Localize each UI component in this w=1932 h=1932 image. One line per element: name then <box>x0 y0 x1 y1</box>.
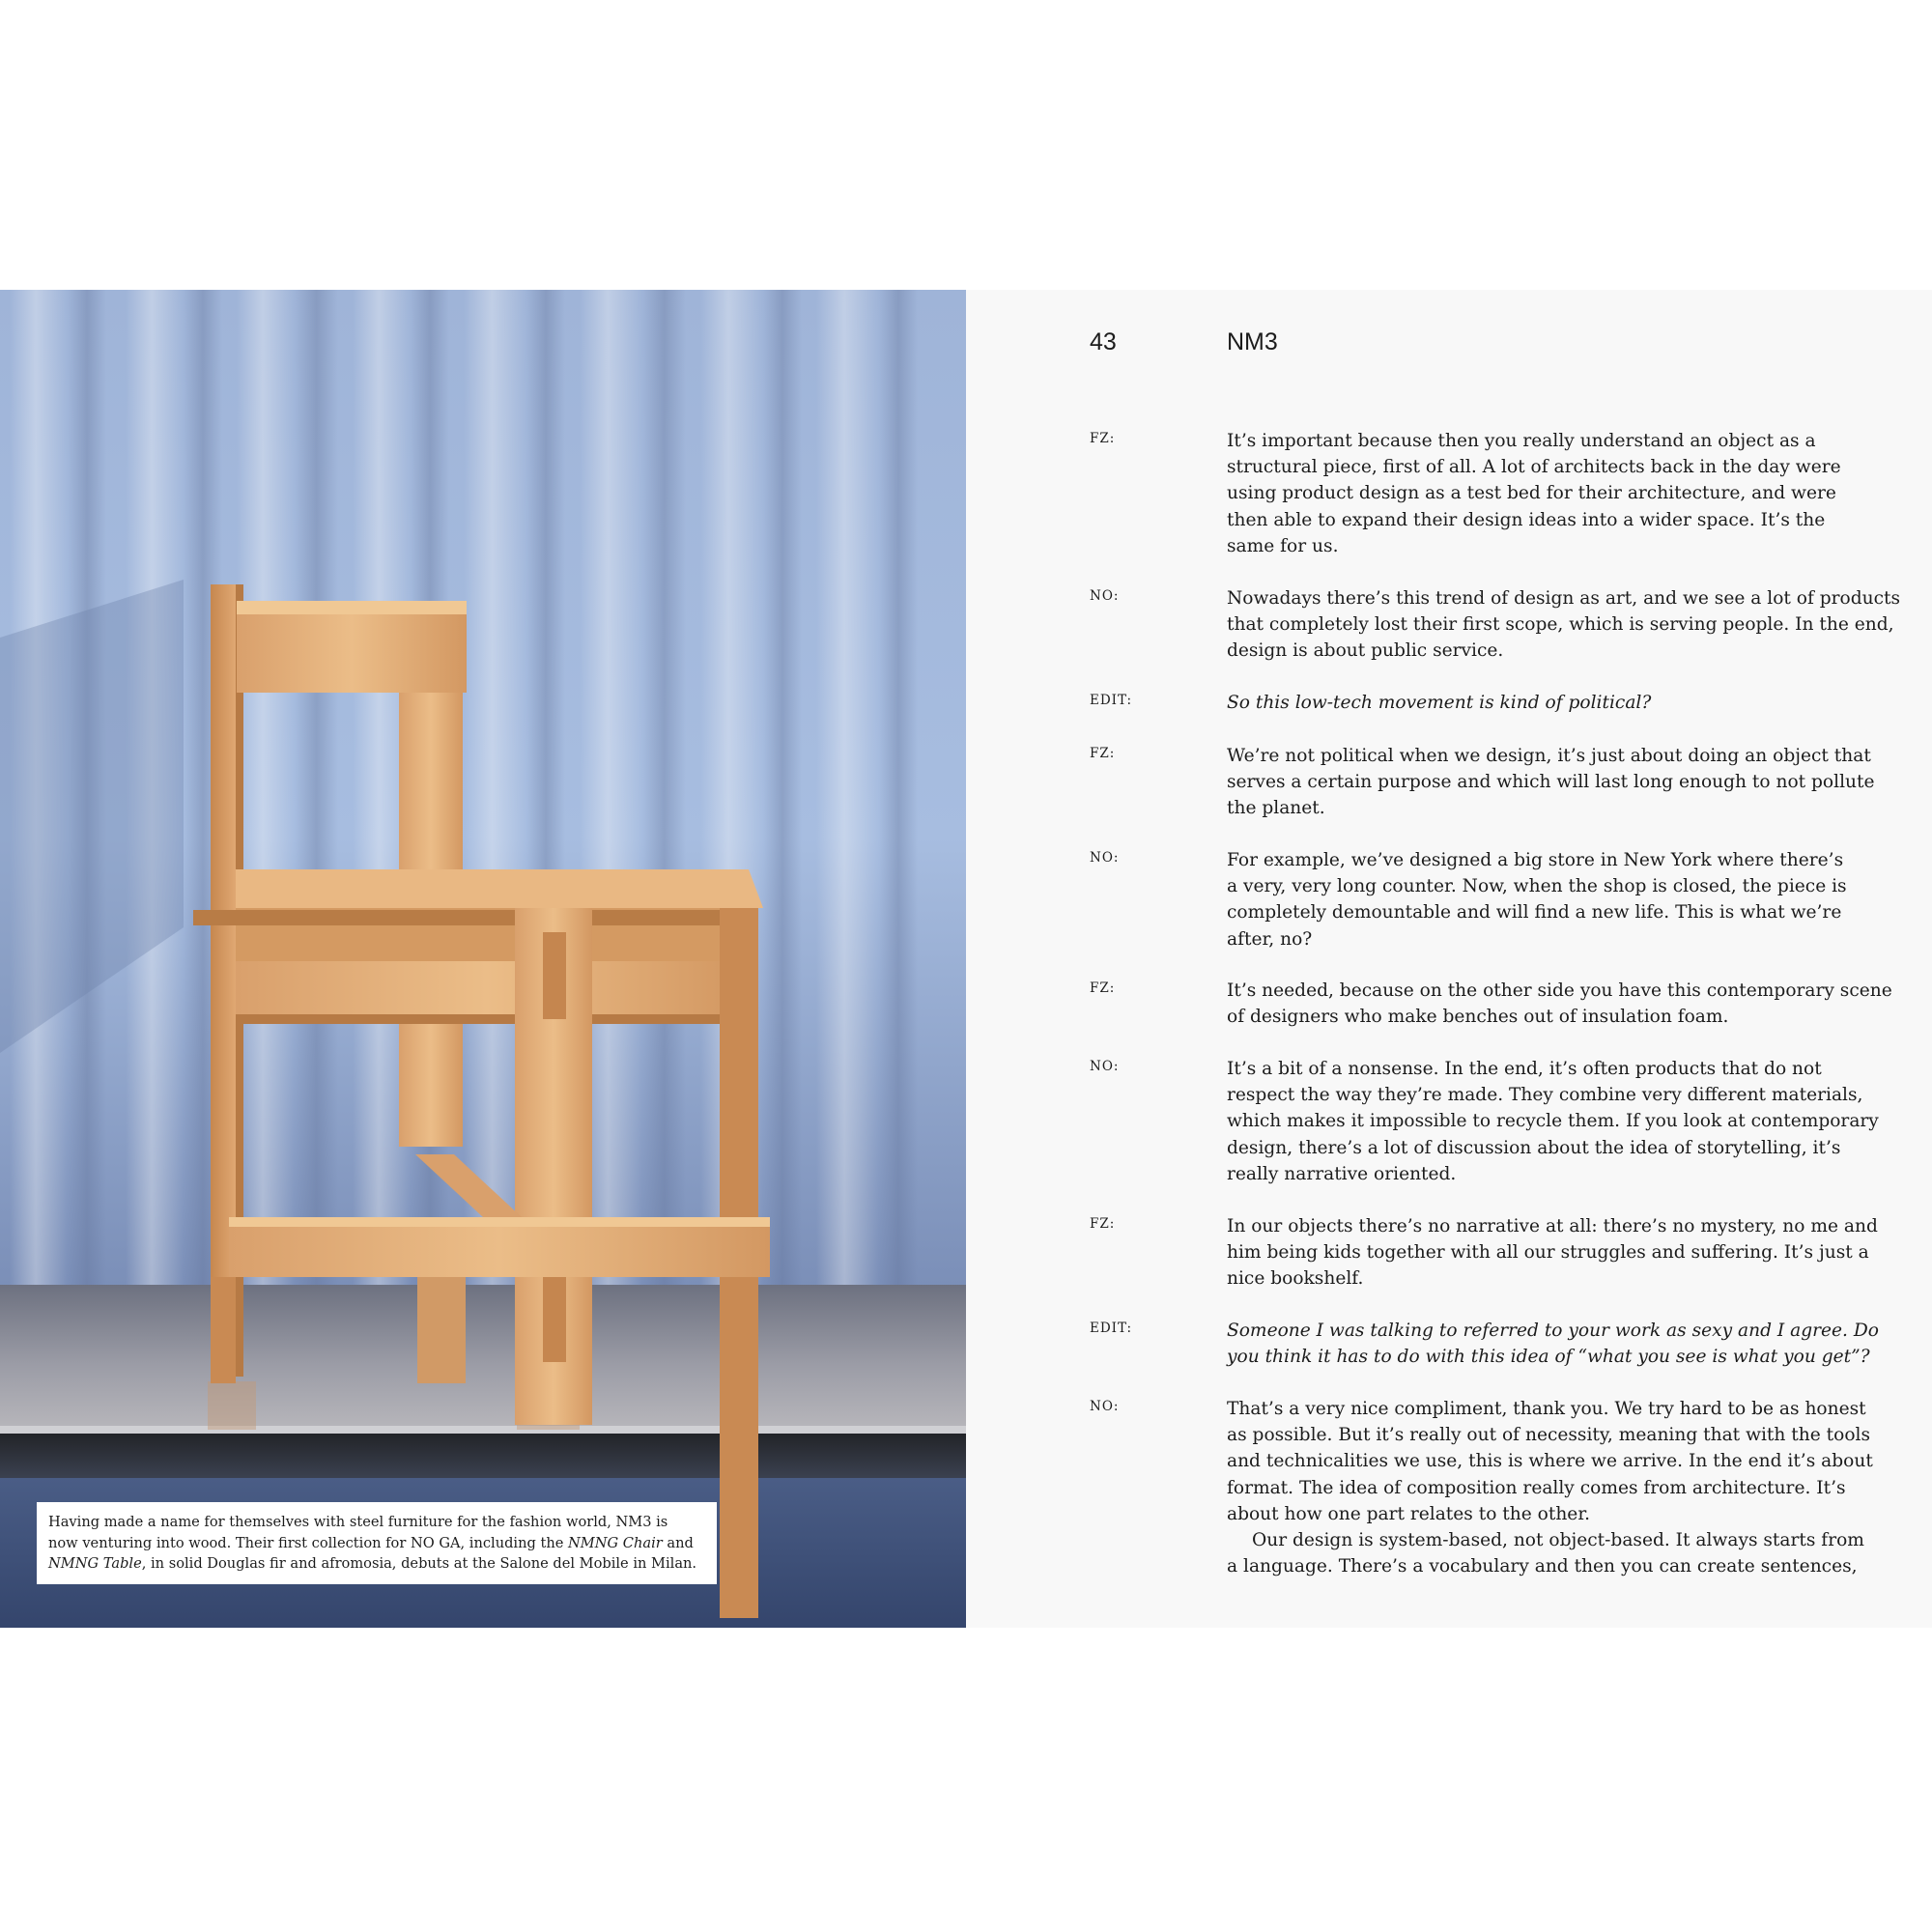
photo-page <box>0 290 966 1628</box>
caption-table-title: NMNG Table <box>48 1555 142 1572</box>
speech-line: It’s important because then you really understand an object as a <box>1227 431 1816 451</box>
speech-line: you think it has to do with this idea of “what you see is what you get”? <box>1227 1347 1870 1368</box>
speech-line: That’s a very nice compliment, thank you. We try hard to be as honest <box>1227 1399 1866 1419</box>
speech-line: Nowadays there’s this trend of design as art, and we see a lot of products <box>1227 588 1901 609</box>
speech-text <box>1227 585 1903 665</box>
speaker-label: FZ: <box>1090 980 1116 996</box>
speaker-label: NO: <box>1090 1059 1120 1074</box>
magazine-spread <box>0 290 1932 1628</box>
speech-line: format. The idea of composition really comes from architecture. It’s <box>1227 1477 1846 1498</box>
caption-line-2-end: and <box>662 1534 694 1551</box>
speech-line: as possible. But it’s really out of necessity, meaning that with the tools <box>1227 1425 1870 1446</box>
speaker-label: FZ: <box>1090 431 1116 446</box>
speaker-label: FZ: <box>1090 746 1116 761</box>
section-title: NM3 <box>1227 328 1278 355</box>
speech-line: respect the way they’re made. They combine very different materials, <box>1227 1085 1863 1106</box>
speech-line: completely demountable and will find a new life. This is what we’re <box>1227 902 1842 923</box>
caption-line-3: , in solid Douglas fir and afromosia, debuts at the Salone del Mobile in Milan. <box>141 1555 697 1572</box>
speech-text <box>1227 1318 1903 1370</box>
speech-line: Someone I was talking to referred to your work as sexy and I agree. Do <box>1227 1321 1879 1341</box>
speaker-label: EDIT: <box>1090 1321 1133 1336</box>
speech-line: really narrative oriented. <box>1227 1163 1457 1184</box>
speaker-label: FZ: <box>1090 1216 1116 1232</box>
caption-chair-title: NMNG Chair <box>568 1534 663 1551</box>
speech-text <box>1227 1396 1903 1579</box>
speech-line: then able to expand their design ideas into a wider space. It’s the <box>1227 509 1826 530</box>
speech-text <box>1227 428 1903 559</box>
speech-line: design is about public service. <box>1227 640 1504 662</box>
speech-line: For example, we’ve designed a big store in New York where there’s <box>1227 850 1844 870</box>
speaker-label: EDIT: <box>1090 693 1133 708</box>
speech-line: It’s needed, because on the other side you have this contemporary scene <box>1227 980 1892 1001</box>
speech-line: We’re not political when we design, it’s just about doing an object that <box>1227 746 1871 766</box>
speech-line: nice bookshelf. <box>1227 1268 1364 1290</box>
speech-line: So this low-tech movement is kind of political? <box>1227 693 1652 713</box>
speech-line: about how one part relates to the other. <box>1227 1503 1591 1524</box>
speech-line: using product design as a test bed for their architecture, and were <box>1227 483 1836 504</box>
speech-text <box>1227 1213 1903 1293</box>
speech-line: serves a certain purpose and which will last long enough to not pollute <box>1227 772 1875 793</box>
caption-line-1: Having made a name for themselves with steel furniture for the fashion world, NM3 is <box>48 1514 668 1530</box>
speech-line: him being kids together with all our struggles and suffering. It’s just a <box>1227 1242 1869 1264</box>
photo-caption <box>37 1502 717 1584</box>
speech-line: In our objects there’s no narrative at all: there’s no mystery, no me and <box>1227 1216 1878 1236</box>
speech-line: which makes it impossible to recycle them. If you look at contemporary <box>1227 1111 1879 1132</box>
speech-line: the planet. <box>1227 798 1325 819</box>
page-number: 43 <box>1090 328 1117 355</box>
speech-line: and technicalities we use, this is where we arrive. In the end it’s about <box>1227 1451 1873 1472</box>
speech-line: after, no? <box>1227 928 1313 950</box>
speech-text <box>1227 743 1903 822</box>
speaker-label: NO: <box>1090 1399 1120 1414</box>
speaker-label: NO: <box>1090 850 1120 866</box>
speech-line: same for us. <box>1227 535 1339 556</box>
speech-text <box>1227 978 1903 1030</box>
speech-line: a language. There’s a vocabulary and then you can create sentences, <box>1227 1556 1858 1577</box>
caption-line-2: now venturing into wood. Their first collection for NO GA, including the <box>48 1534 569 1551</box>
speech-line: of designers who make benches out of insulation foam. <box>1227 1007 1729 1028</box>
speech-line: a very, very long counter. Now, when the shop is closed, the piece is <box>1227 876 1847 897</box>
speech-text <box>1227 847 1903 952</box>
chair-photograph <box>0 290 966 1628</box>
speech-line: structural piece, first of all. A lot of architects back in the day were <box>1227 457 1841 478</box>
speaker-label: NO: <box>1090 588 1120 604</box>
speech-line: design, there’s a lot of discussion about the idea of storytelling, it’s <box>1227 1137 1841 1158</box>
speech-line: It’s a bit of a nonsense. In the end, it’s often products that do not <box>1227 1059 1822 1079</box>
speech-text <box>1227 1056 1903 1187</box>
speech-line: Our design is system-based, not object-based. It always starts from <box>1252 1530 1864 1551</box>
speech-text <box>1227 690 1903 716</box>
speech-line: that completely lost their first scope, which is serving people. In the end, <box>1227 614 1894 636</box>
text-page <box>966 290 1932 1628</box>
